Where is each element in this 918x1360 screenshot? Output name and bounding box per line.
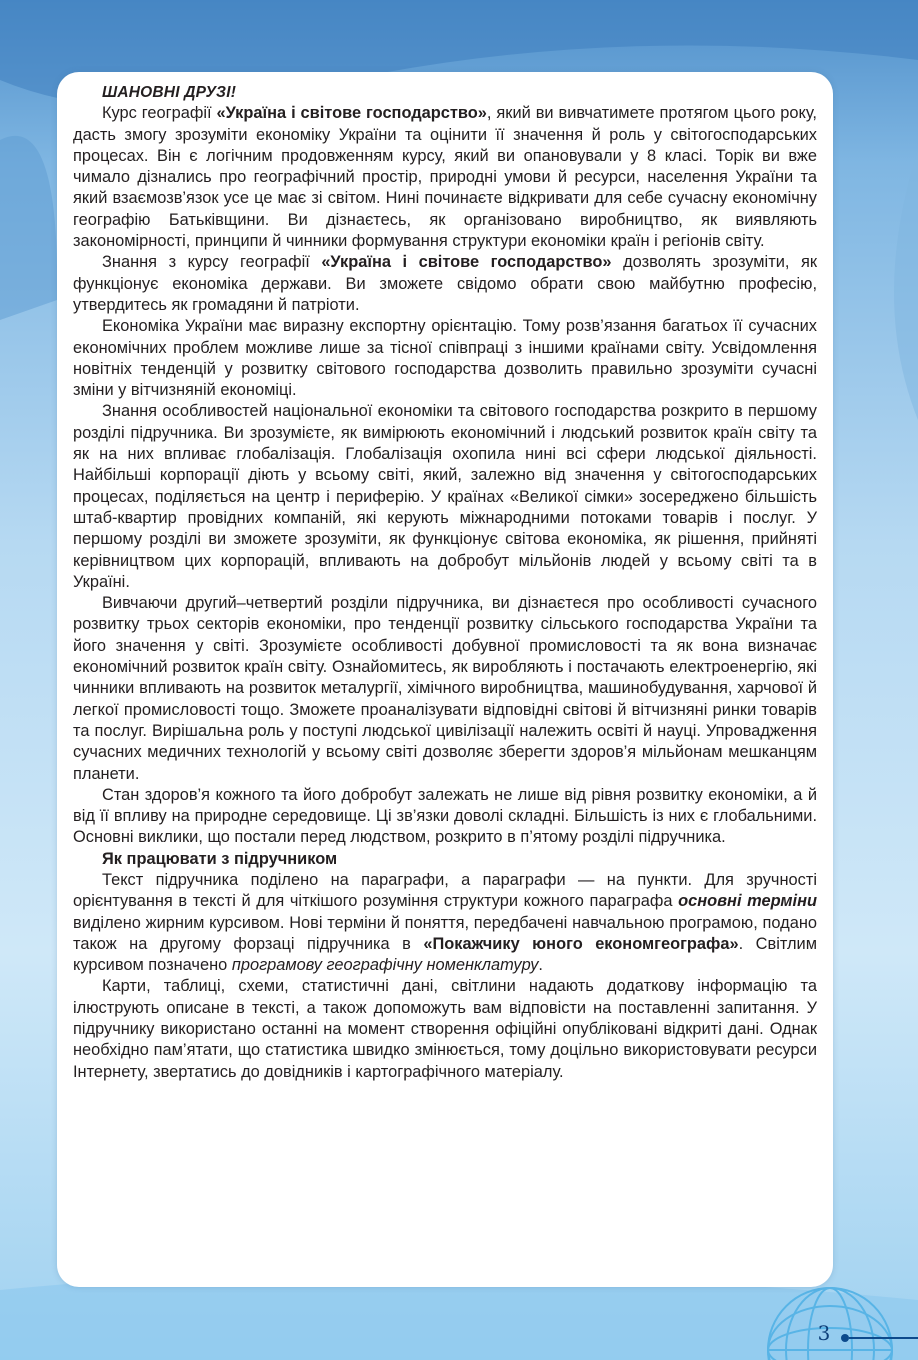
paragraph-3: Економіка України має виразну експортну орієнтацію. Тому розв’язання багатьох її сучасних економічних проблем можливе лише за тісної співпраці з іншими країнами світу. Усвідомлення новітніх тенденцій у розвитку світового господарства дозволить правильно зрозуміти сучасні зміни у вітчизняній економіці. [73,317,817,400]
paragraph-8: Карти, таблиці, схеми, статистичні дані, світлини надають додаткову інформацію та ілюструють описане в тексті, а також допоможуть вам відповісти на поставленні запитання. У підручнику використано останні на момент створення офіційні опубліковані відкриті дані. Однак необхідно пам’ятати, що статистика швидко змінюється, тому доцільно використовувати ресурси Інтернету, звертатись до довідників і картографічного матеріалу. [73,977,817,1081]
page-number-dot [841,1334,849,1342]
page-title: ШАНОВНІ ДРУЗІ! [102,84,237,101]
course-name-bold: «Україна і світове господарство» [321,253,612,272]
page-number: 3 [817,1321,831,1345]
page-content [73,82,817,1083]
key-terms-bold-italic: основні терміни [678,892,817,911]
paragraph-1: Курс географії «Україна і світове господарство», який ви вивчатимете протягом цього року, дасть змогу зрозуміти економіку України та оцінити її значення й роль у світогосподарських процесах. Він є логічним продовженням курсу, який ви опановували у 8 класі. Торік ви вже чимало дізнались про географічний простір, природні умови й ресурси, населення України та який взаємозв’язок усе це має зі світом. Нині починаєте відкривати для себе сучасну економічну географію Батьківщини. Ви дізнаєтесь, як організовано виробництво, як виявляють закономірності, принципи й чинники формування структури економіки країн і регіонів світу. [73,104,817,251]
paragraph-7: Текст підручника поділено на параграфи, а параграфи — на пункти. Для зручності орієнтування в тексті й для чіткішого розуміння структури кожного параграфа основні терміни виділено жирним курсивом. Нові терміни й поняття, передбачені навчальною програмою, подано також на другому форзаці підручника в «Покажчику юного економгеографа». Світлим курсивом позначено програмову географічну номенклатуру. [73,870,817,975]
paragraph-6: Стан здоров’я кожного та його добробут залежать не лише від рівня розвитку економіки, а й від її впливу на природне середовище. Ці зв’язки доволі складні. Більшість із них є глобальними. Основні виклики, що постали перед людством, розкрито в п’ятому розділі підручника. [73,785,817,847]
paragraph-2: Знання з курсу географії «Україна і світове господарство» дозволять зрозуміти, як функціонує економіка держави. Ви зможете свідомо обрати свою майбутню професію, утвердитесь як громадяни й патріоти. [73,253,818,314]
nomenclature-italic: програмову географічну номенклатуру [231,956,539,975]
paragraph-4: Знання особливостей національної економіки та світового господарства розкрито в першому розділі підручника. Ви зрозумієте, як вимірюють економічний і людський розвиток країн світу та як на них впливає глобалізація. Глобалізація охопила нині всі сфери людської діяльності. Найбільші корпорації діють у всьому світі, який, залежно від значення у світогосподарських процесах, поділяється на центр і периферію. У країнах «Великої сімки» зосереджено більшість штаб-квартир провідних компаній, які керують міжнародними потоками товарів і послуг. У першому розділі ви зможете зрозуміти, як функціонує світова економіка, як рішення, прийняті керівництвом цих корпорацій, впливають на добробут мільйонів людей у всьому світі та в Україні. [73,402,817,591]
course-name-bold: «Україна і світове господарство» [216,104,487,123]
paragraph-5: Вивчаючи другий–четвертий розділи підручника, ви дізнаєтеся про особливості сучасного розвитку трьох секторів економіки, про тенденції розвитку сільського господарства України та його значення у світі. Зрозумієте особливості добувної промисловості та як вона визначає економічний розвиток країн світу. Ознайомитесь, як виробляють і постачають електроенергію, які чинники впливають на розвиток металургії, хімічного виробництва, машинобудування, харчової й легкої промисловості тощо. Зможете проаналізувати відповідні світові й вітчизняні ринки товарів та послуг. Вирішальна роль у поступі людської цивілізації належить освіті й науці. Упровадження сучасних медичних технологій у всьому світі дозволяє зберегти здоров’я мільйонам мешканцям планети. [73,594,817,783]
section-heading: Як працювати з підручником [102,849,338,868]
glossary-name-bold: «Покажчику юного економгеографа» [423,934,739,953]
page-number-line [849,1337,918,1339]
